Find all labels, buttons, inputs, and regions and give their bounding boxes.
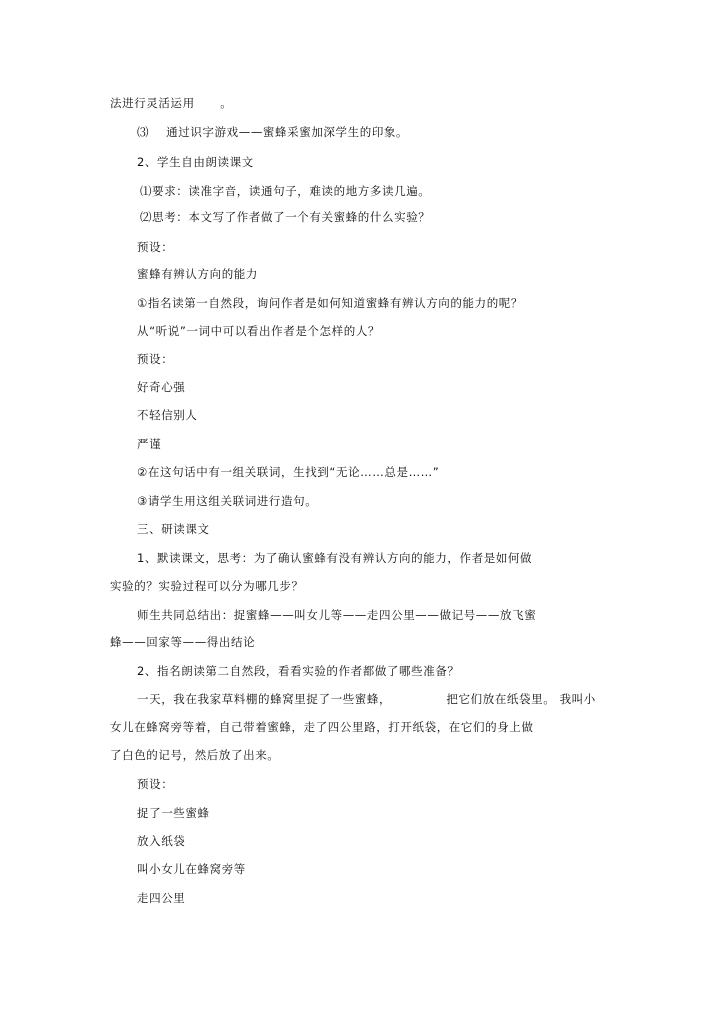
text-line: 预设：: [137, 240, 174, 254]
text-line: 预设：: [137, 352, 174, 366]
text-line: 捉了一些蜜蜂: [137, 806, 210, 820]
text-line: 2、指名朗读第二自然段，看看实验的作者都做了哪些准备？: [137, 664, 460, 678]
text-line: ⑵思考：本文写了作者做了一个有关蜜蜂的什么实验？: [140, 210, 431, 224]
text-line: 好奇心强: [137, 380, 186, 394]
text-line: 女儿在蜂窝旁等着，自己带着蜜蜂，走了四公里路，打开纸袋，在它们的身上做: [110, 720, 534, 734]
text-line: 一天，我在我家草料棚的蜂窝里捉了一些蜜蜂， 把它们放在纸袋里。 我叫小: [137, 692, 596, 706]
text-line: 法进行灵活运用 。: [110, 96, 233, 110]
text-line: 走四公里: [137, 891, 186, 905]
section-heading: 三、研读课文: [137, 522, 210, 536]
text-line: 2、学生自由朗读课文: [137, 155, 254, 169]
text-line: 放入纸袋: [137, 834, 186, 848]
text-line: ⑶ 通过识字游戏——蜜蜂采蜜加深学生的印象。: [137, 125, 409, 139]
text-line: ③请学生用这组关联词进行造句。: [137, 494, 318, 508]
text-line: 从“听说”一词中可以看出作者是个怎样的人？: [137, 324, 381, 338]
text-line: 蜂——回家等——得出结论: [110, 635, 256, 649]
text-line: ⑴要求：读准字音，读通句子，难读的地方多读几遍。: [140, 184, 431, 198]
text-line: 了白色的记号，然后放了出来。: [110, 748, 280, 762]
text-line: 不轻信别人: [137, 408, 198, 422]
text-line: 叫小女儿在蜂窝旁等: [137, 862, 246, 876]
text-line: 1、默读课文，思考：为了确认蜜蜂有没有辨认方向的能力，作者是如何做: [137, 551, 533, 565]
text-line: ①指名读第一自然段，询问作者是如何知道蜜蜂有辨认方向的能力的呢？: [137, 296, 524, 310]
text-line: 蜜蜂有辨认方向的能力: [137, 267, 258, 281]
text-line: 实验的？实验过程可以分为哪几步？: [110, 579, 304, 593]
text-line: 师生共同总结出：捉蜜蜂——叫女儿等——走四公里——做记号——放飞蜜: [137, 608, 537, 622]
text-line: 严谨: [137, 437, 162, 451]
text-line: ②在这句话中有一组关联词，生找到“无论……总是……”: [137, 465, 440, 479]
text-line: 预设：: [137, 777, 174, 791]
